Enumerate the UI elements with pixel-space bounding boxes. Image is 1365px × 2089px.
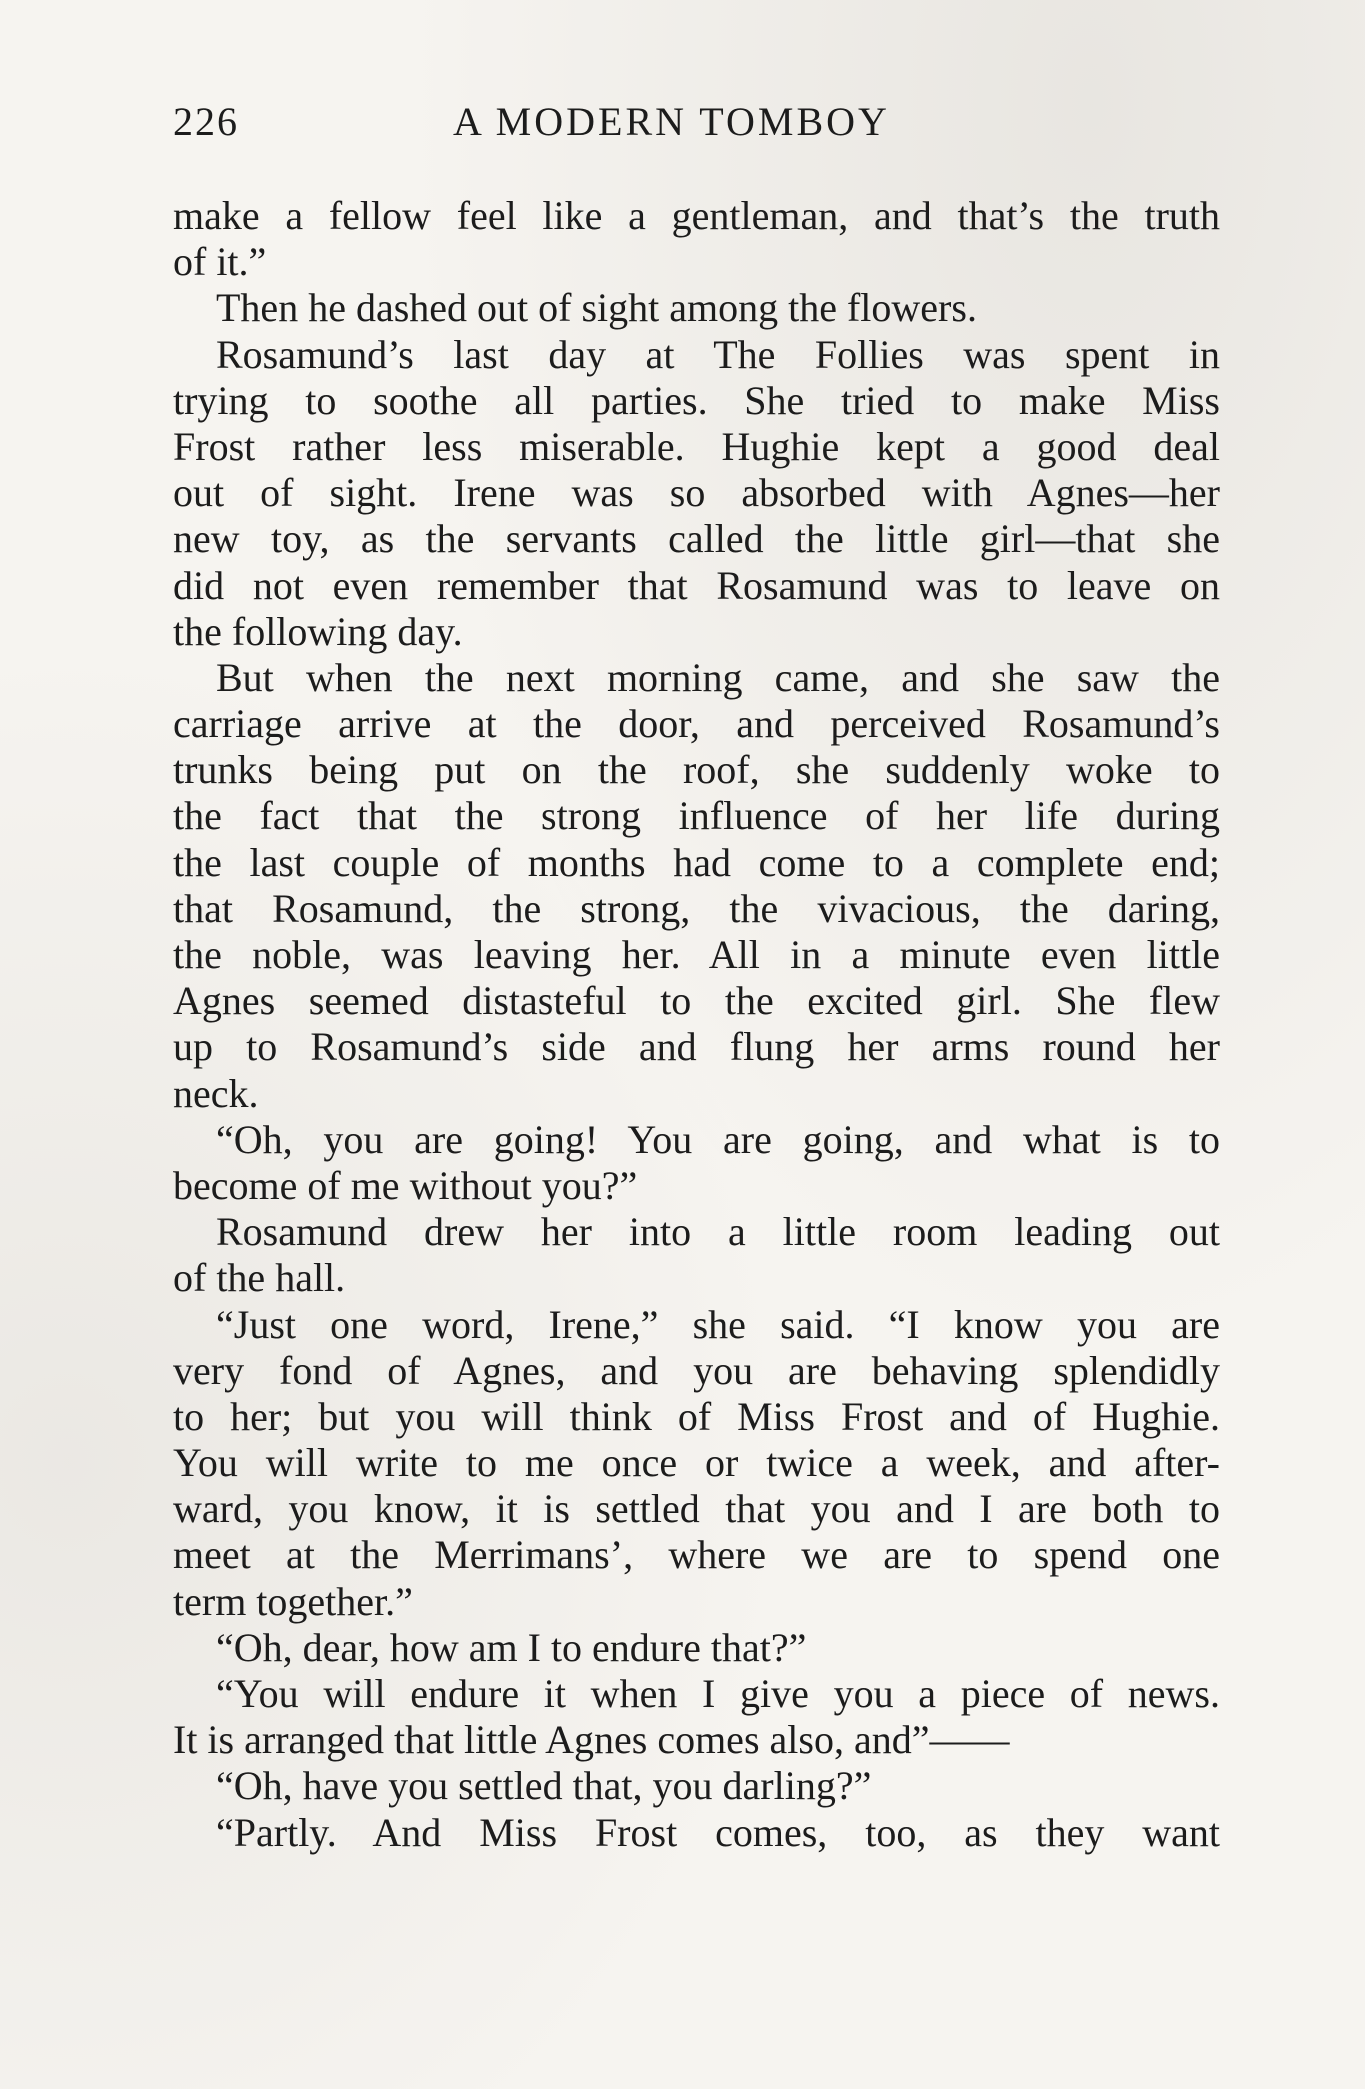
text-line: the fact that the strong influence of her life during bbox=[173, 793, 1220, 839]
text-line: of it.” bbox=[173, 239, 267, 285]
text-line: did not even remember that Rosamund was to leave on bbox=[173, 562, 1220, 608]
text-line: Frost rather less miserable. Hughie kept a good deal bbox=[173, 423, 1220, 469]
text-line: Agnes seemed distasteful to the excited girl. She flew bbox=[173, 978, 1220, 1024]
text-line: It is arranged that little Agnes comes also, and”—— bbox=[173, 1717, 1010, 1763]
text-line: You will write to me once or twice a week, and after- bbox=[173, 1440, 1220, 1486]
text-line: to her; but you will think of Miss Frost and of Hughie. bbox=[173, 1393, 1220, 1439]
text-line: Then he dashed out of sight among the flowers. bbox=[216, 285, 977, 331]
text-line: very fond of Agnes, and you are behaving splendidly bbox=[173, 1347, 1220, 1393]
text-line: carriage arrive at the door, and perceived Rosamund’s bbox=[173, 701, 1220, 747]
text-line: “Just one word, Irene,” she said. “I know you are bbox=[216, 1301, 1220, 1347]
page-number: 226 bbox=[173, 99, 239, 144]
text-line: Rosamund drew her into a little room leading out bbox=[216, 1209, 1220, 1255]
text-line: trying to soothe all parties. She tried to make Miss bbox=[173, 377, 1220, 423]
text-line: “You will endure it when I give you a piece of news. bbox=[216, 1671, 1220, 1716]
body-text bbox=[173, 193, 1220, 1856]
text-line: meet at the Merrimans’, where we are to spend one bbox=[173, 1532, 1220, 1578]
text-line: “Oh, have you settled that, you darling?” bbox=[216, 1763, 872, 1809]
running-title: A MODERN TOMBOY bbox=[453, 99, 890, 144]
text-line: up to Rosamund’s side and flung her arms round her bbox=[173, 1024, 1220, 1070]
text-line: of the hall. bbox=[173, 1255, 346, 1301]
text-line: neck. bbox=[173, 1070, 259, 1116]
text-line: new toy, as the servants called the little girl—that she bbox=[173, 516, 1220, 562]
text-line: the noble, was leaving her. All in a minute even little bbox=[173, 932, 1220, 977]
text-line: “Oh, dear, how am I to endure that?” bbox=[216, 1624, 807, 1670]
text-line: become of me without you?” bbox=[173, 1162, 638, 1208]
text-line: the following day. bbox=[173, 608, 463, 654]
text-line: Rosamund’s last day at The Follies was spent in bbox=[216, 331, 1220, 377]
text-line: the last couple of months had come to a complete end; bbox=[173, 839, 1220, 885]
text-line: trunks being put on the roof, she suddenly woke to bbox=[173, 747, 1220, 793]
text-line: But when the next morning came, and she saw the bbox=[216, 654, 1220, 700]
text-line: “Partly. And Miss Frost comes, too, as they want bbox=[216, 1809, 1220, 1855]
text-line: “Oh, you are going! You are going, and what is to bbox=[216, 1116, 1220, 1162]
text-line: term together.” bbox=[173, 1578, 413, 1624]
text-line: ward, you know, it is settled that you and I are both to bbox=[173, 1486, 1220, 1532]
text-line: that Rosamund, the strong, the vivacious, the daring, bbox=[173, 885, 1220, 931]
page-header bbox=[173, 98, 1220, 158]
text-line: out of sight. Irene was so absorbed with Agnes—her bbox=[173, 470, 1220, 516]
text-line: make a fellow feel like a gentleman, and that’s the truth bbox=[173, 193, 1220, 238]
